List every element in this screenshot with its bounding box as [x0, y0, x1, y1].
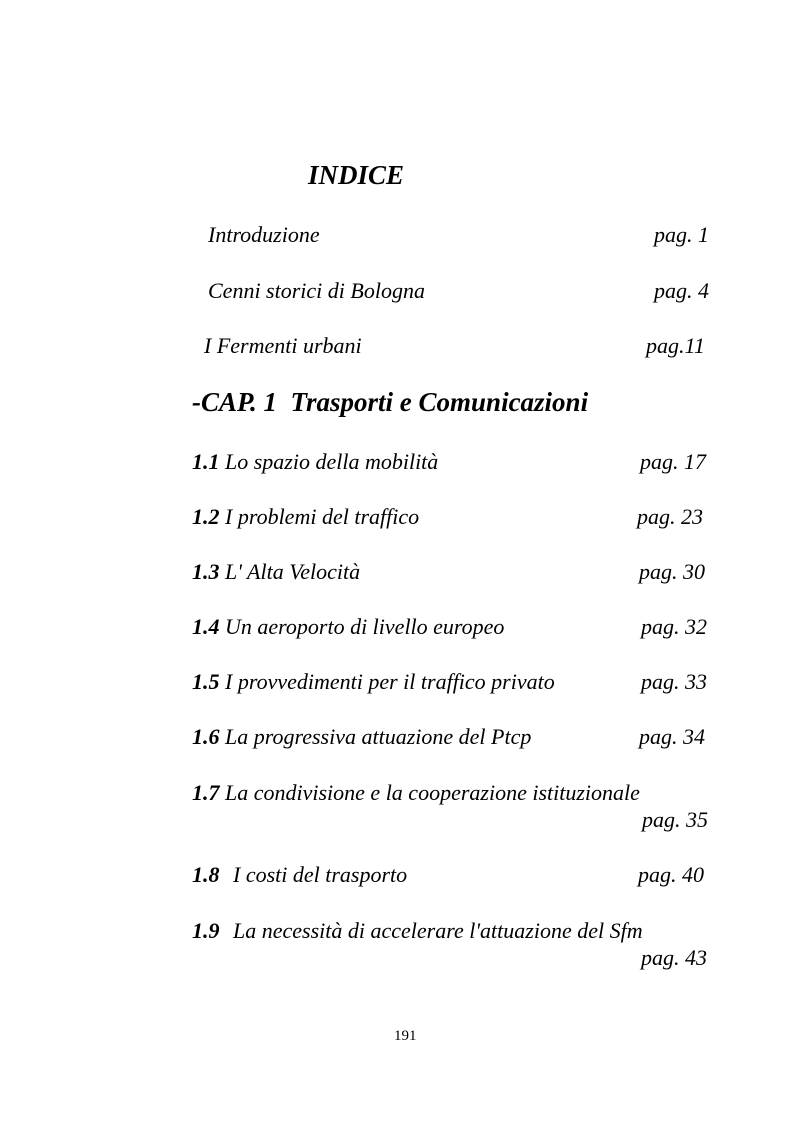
- section-number: 1.4: [192, 614, 220, 639]
- toc-entry-page[interactable]: pag. 33: [641, 669, 707, 694]
- toc-section[interactable]: [192, 780, 640, 806]
- toc-entry-page[interactable]: pag. 35: [642, 807, 708, 832]
- toc-section[interactable]: [192, 669, 555, 695]
- toc-entry-page[interactable]: pag. 32: [641, 614, 707, 639]
- section-label: La progressiva attuazione del Ptcp: [225, 724, 532, 749]
- section-number: 1.2: [192, 504, 220, 529]
- chapter-heading[interactable]: -CAP. 1 Trasporti e Comunicazioni: [192, 387, 589, 417]
- toc-entry-page[interactable]: pag. 23: [637, 504, 703, 529]
- toc-section[interactable]: [192, 614, 504, 640]
- toc-section[interactable]: [192, 449, 438, 475]
- section-label: Un aeroporto di livello europeo: [225, 614, 505, 639]
- section-label: Lo spazio della mobilità: [225, 449, 439, 474]
- toc-entry-page[interactable]: pag. 43: [641, 945, 707, 970]
- section-label: I costi del trasporto: [233, 862, 408, 887]
- section-label: La necessità di accelerare l'attuazione del Sfm: [233, 918, 643, 943]
- toc-entry-page[interactable]: pag. 34: [639, 724, 705, 749]
- toc-entry-label[interactable]: I Fermenti urbani: [204, 333, 362, 358]
- toc-entry-page[interactable]: pag. 17: [640, 449, 706, 474]
- section-label: I provvedimenti per il traffico privato: [225, 669, 555, 694]
- section-number: 1.3: [192, 559, 220, 584]
- toc-section[interactable]: [192, 559, 360, 585]
- toc-entry-page[interactable]: pag. 1: [654, 222, 709, 247]
- section-number: 1.8: [192, 862, 220, 887]
- toc-entry-label[interactable]: Cenni storici di Bologna: [208, 278, 425, 303]
- page-number: 191: [394, 1028, 417, 1044]
- toc-section[interactable]: [192, 504, 419, 530]
- section-number: 1.7: [192, 780, 220, 805]
- section-number: 1.9: [192, 918, 220, 943]
- section-label: La condivisione e la cooperazione istituzionale: [225, 780, 640, 805]
- page-title: INDICE: [308, 160, 405, 190]
- toc-entry-page[interactable]: pag. 30: [639, 559, 705, 584]
- section-label: I problemi del traffico: [225, 504, 420, 529]
- toc-section[interactable]: [192, 918, 643, 944]
- section-label: L' Alta Velocità: [225, 559, 361, 584]
- toc-section[interactable]: [192, 724, 531, 750]
- toc-entry-page[interactable]: pag. 4: [654, 278, 709, 303]
- section-number: 1.1: [192, 449, 220, 474]
- section-number: 1.6: [192, 724, 220, 749]
- toc-entry-label[interactable]: Introduzione: [208, 222, 320, 247]
- toc-entry-page[interactable]: pag. 40: [638, 862, 704, 887]
- toc-section[interactable]: [192, 862, 407, 888]
- toc-entry-page[interactable]: pag.11: [646, 333, 705, 358]
- section-number: 1.5: [192, 669, 220, 694]
